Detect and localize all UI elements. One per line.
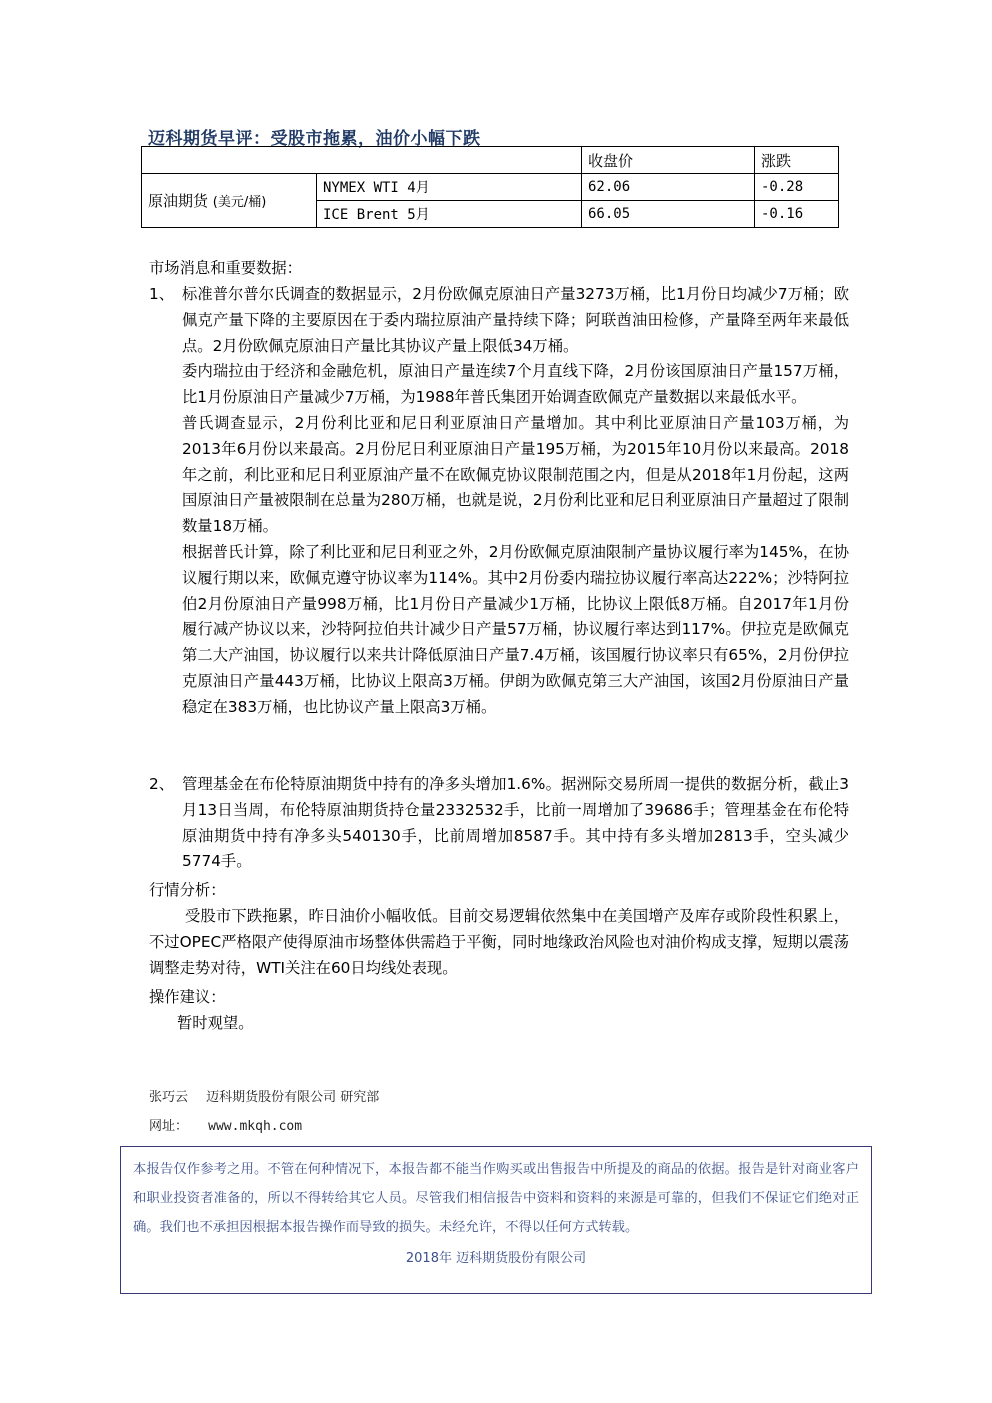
category-cell — [142, 174, 317, 228]
table-row — [142, 174, 839, 201]
item-body — [182, 282, 849, 721]
copyright-line: 2018年 迈科期货股份有限公司 — [405, 1251, 587, 1266]
category-label: 原油期货 — [148, 192, 209, 210]
item-number: 2、 — [149, 775, 175, 793]
column-header-close: 收盘价 — [581, 147, 754, 174]
item-paragraph: 普氏调查显示，2月份利比亚和尼日利亚原油日产量增加。其中利比亚原油日产量103万桶，为2013年6月份以来最高。2月份尼日利亚原油日产量195万桶，为2015年10月份以来最高。2018年之前，利比亚和尼日利亚原油产量不在欧佩克协议限制范围之内，但是从2018年1月份起，这两国原油日产量被限制在总量为280万桶，也就是说，2月份利比亚和尼日利亚原油日产量超过了限制数量18万桶。 — [182, 413, 849, 536]
close-cell: 66.05 — [581, 201, 754, 228]
news-heading: 市场消息和重要数据： — [149, 259, 302, 277]
contract-cell: NYMEX WTI 4月 — [317, 174, 582, 201]
news-item-2 — [149, 772, 849, 875]
website-label: 网址： — [149, 1119, 189, 1134]
disclaimer-text: 本报告仅作参考之用。不管在何种情况下，本报告都不能当作购买或出售报告中所提及的商品的依据。报告是针对商业客户和职业投资者准备的，所以不得转给其它人员。尽管我们相信报告中资料和资料的来源是可靠的，但我们不保证它们绝对正确。我们也不承担因根据本报告操作而导致的损失。未经允许，不得以任何方式转载。 — [133, 1162, 859, 1235]
analysis-text: 受股市下跌拖累，昨日油价小幅收低。目前交易逻辑依然集中在美国增产及库存或阶段性积累上，不过OPEC严格限产使得原油市场整体供需趋于平衡，同时地缘政治风险也对油价构成支撑，短期以震荡调整走势对待，WTI关注在60日均线处表现。 — [149, 907, 849, 977]
author-company: 迈科期货股份有限公司 研究部 — [206, 1090, 380, 1105]
advice-heading: 操作建议： — [149, 988, 226, 1006]
news-item-1 — [149, 282, 849, 721]
table-header-row — [142, 147, 839, 174]
website-link[interactable]: www.mkqh.com — [208, 1119, 303, 1134]
item-number: 1、 — [149, 285, 175, 303]
close-cell: 62.06 — [581, 174, 754, 201]
item-body — [182, 772, 849, 875]
item-paragraph: 管理基金在布伦特原油期货中持有的净多头增加1.6%。据洲际交易所周一提供的数据分析，截止3月13日当周，布伦特原油期货持仓量2332532手，比前一周增加了39686手；管理基金在布伦特原油期货中持有净多头540130手，比前周增加8587手。其中持有多头增加2813手，空头减少5774手。 — [182, 775, 849, 871]
price-table — [141, 146, 839, 228]
item-paragraph: 委内瑞拉由于经济和金融危机，原油日产量连续7个月直线下降，2月份该国原油日产量157万桶，比1月份原油日产量减少7万桶，为1988年普氏集团开始调查欧佩克产量数据以来最低水平。 — [182, 362, 849, 407]
change-cell: -0.16 — [754, 201, 838, 228]
author-line — [149, 1086, 379, 1105]
item-paragraph: 根据普氏计算，除了利比亚和尼日利亚之外，2月份欧佩克原油限制产量协议履行率为145%，在协议履行期以来，欧佩克遵守协议率为114%。其中2月份委内瑞拉协议履行率高达222%；沙特阿拉伯2月份原油日产量998万桶，比1月份日产量减少1万桶，比协议上限低8万桶。自2017年1月份履行减产协议以来，沙特阿拉伯共计减少日产量57万桶，协议履行率达到117%。伊拉克是欧佩克第二大产油国，协议履行以来共计降低原油日产量7.4万桶，该国履行协议率只有65%，2月份伊拉克原油日产量443万桶，比协议上限高3万桶。伊朗为欧佩克第三大产油国，该国2月份原油日产量稳定在383万桶，也比协议产量上限高3万桶。 — [182, 542, 849, 716]
column-header-change: 涨跌 — [754, 147, 838, 174]
item-paragraph: 标准普尔普尔氏调查的数据显示，2月份欧佩克原油日产量3273万桶，比1月份日均减少7万桶；欧佩克产量下降的主要原因在于委内瑞拉原油产量持续下降；阿联酋油田检修，产量降至两年来最低点。2月份欧佩克原油日产量比其协议产量上限低34万桶。 — [182, 285, 849, 355]
table-header-empty — [142, 147, 582, 174]
contract-cell: ICE Brent 5月 — [317, 201, 582, 228]
website-line — [149, 1115, 302, 1134]
author-name: 张巧云 — [149, 1090, 189, 1105]
report-title: 迈科期货早评：受股市拖累，油价小幅下跌 — [148, 129, 481, 149]
analysis-heading: 行情分析： — [149, 881, 226, 899]
change-cell: -0.28 — [754, 174, 838, 201]
disclaimer-box — [120, 1146, 872, 1294]
unit-label: (美元/桶) — [212, 195, 267, 210]
advice-text: 暂时观望。 — [177, 1014, 254, 1032]
